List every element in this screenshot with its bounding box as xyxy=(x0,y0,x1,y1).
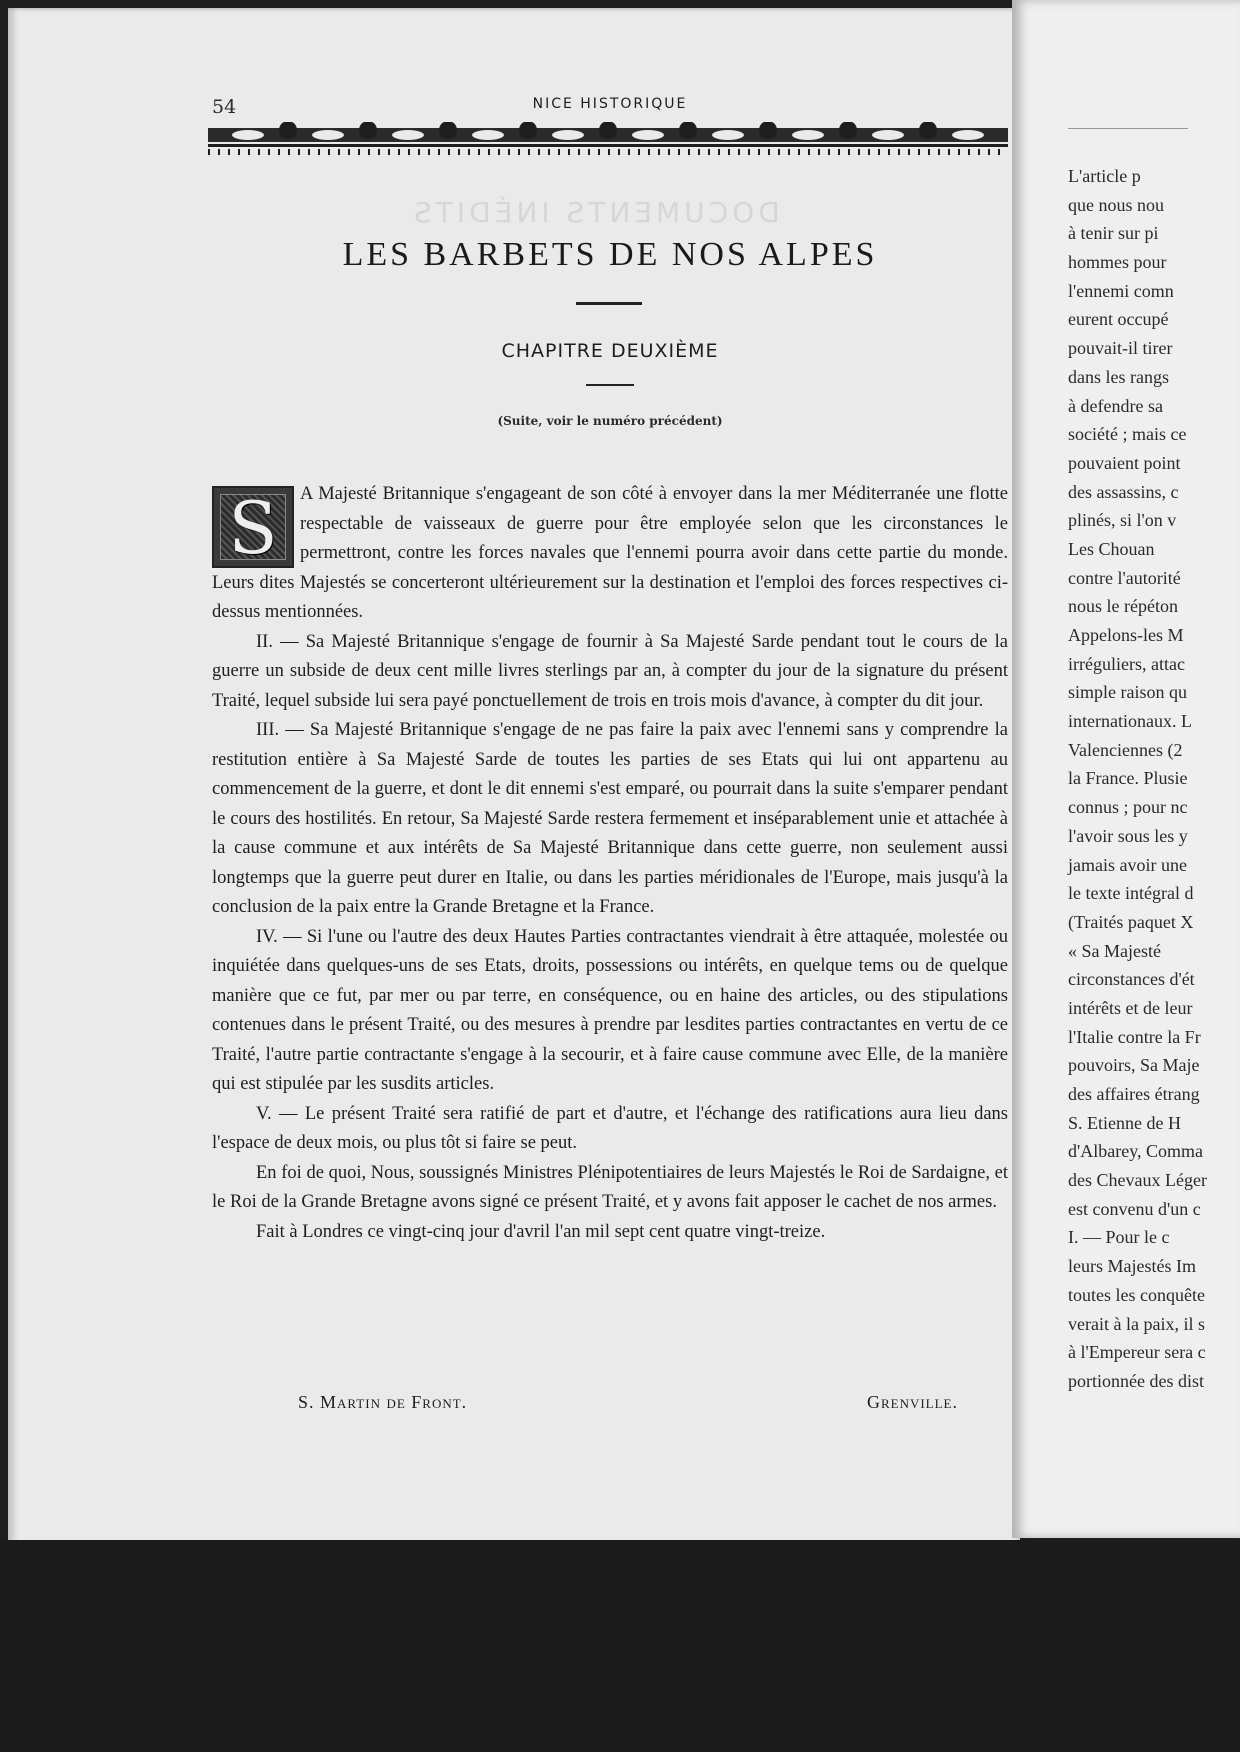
signatures xyxy=(212,1392,1008,1420)
paragraph-article-3: III. — Sa Majesté Britannique s'engage de ne pas faire la paix avec l'ennemi sans y comprendre la restitution entière à Sa Majesté Sarde de toutes les parties de ses Etats qui lui ont appartenu au commencement de la guerre, et dont le dit ennemi s'est emparé, ou pourrait dans la suite s'emparer pendant le cours des hostilités. En retour, Sa Majesté Sarde restera fermement et inséparablement unie et attachée à la cause commune et aux intérêts de Sa Majesté Britannique dans cette guerre, non seulement aussi longtemps que la guerre peut durer en Italie, ou dans les parties méridionales de l'Europe, mais jusqu'à la conclusion de la paix entre la Grande Bretagne et la France. xyxy=(212,720,1008,917)
right-page-line: S. Etienne de H xyxy=(1068,1112,1181,1133)
right-page-line: d'Albarey, Comma xyxy=(1068,1141,1204,1162)
right-page-line: Les Chouan xyxy=(1068,538,1155,559)
right-page-line: internationaux. L xyxy=(1068,711,1192,732)
right-page-line: le texte intégral d xyxy=(1068,883,1194,904)
page-number: 54 xyxy=(212,96,237,118)
right-page-line: l'avoir sous les y xyxy=(1068,825,1188,846)
paragraph-article-2: II. — Sa Majesté Britannique s'engage de fournir à Sa Majesté Sarde pendant tout le cours de la guerre un subside de deux cent mille livres sterlings par an, à compter du jour de la signature du présent Traité, lequel subside lui sera payé ponctuellement de trois en trois mois d'avance, à compter du dit jour. xyxy=(212,631,1008,711)
right-page-line: I. — Pour le c xyxy=(1068,1227,1170,1248)
right-page-line: contre l'autorité xyxy=(1068,567,1181,588)
right-page-line: des assassins, c xyxy=(1068,481,1179,502)
right-page-line: est convenu d'un c xyxy=(1068,1198,1201,1219)
right-page xyxy=(1012,0,1240,1538)
paragraph-1-text: A Majesté Britannique s'engageant de son côté à envoyer dans la mer Méditerranée une flotte respectable de vaisseaux de guerre pour être employée selon que les circonstances le permettront, contre les forces navales que l'ennemi pourra avoir dans cette partie du monde. Leurs dites Majestés se concerteront ultérieurement sur la destination et l'emploi des forces respectives ci-dessus mentionnées. xyxy=(212,484,1008,622)
right-page-line: que nous nou xyxy=(1068,194,1164,215)
continuation-note: (Suite, voir le numéro précédent) xyxy=(497,414,723,428)
right-page-line: (Traités paquet X xyxy=(1068,911,1194,932)
paragraph-en-foi: En foi de quoi, Nous, soussignés Ministres Plénipotentiaires de leurs Majestés le Roi de Sardaigne, et le Roi de la Grande Bretagne avons signé ce présent Traité, et y avons fait apposer le cachet de nos armes. xyxy=(212,1162,1008,1212)
right-page-line: plinés, si l'on v xyxy=(1068,510,1177,531)
right-page-line: à defendre sa xyxy=(1068,395,1163,416)
title-rule xyxy=(576,302,642,305)
right-page-rule xyxy=(1068,128,1188,129)
right-page-line: connus ; pour nc xyxy=(1068,797,1188,818)
right-page-line: hommes pour xyxy=(1068,252,1167,273)
right-page-line: simple raison qu xyxy=(1068,682,1187,703)
paragraph-1 xyxy=(212,480,1008,628)
right-page-line: pouvoirs, Sa Maje xyxy=(1068,1055,1200,1076)
right-page-line: portionnée des dist xyxy=(1068,1370,1204,1391)
right-page-line: « Sa Majesté xyxy=(1068,940,1161,961)
signature-martin-de-front: S. Martin de Front. xyxy=(298,1392,468,1412)
right-page-line: à l'Empereur sera c xyxy=(1068,1342,1206,1363)
right-page-line: pouvait-il tirer xyxy=(1068,338,1173,359)
running-title: NICE HISTORIQUE xyxy=(532,96,688,112)
paragraph-fait-a-londres: Fait à Londres ce vingt-cinq jour d'avril l'an mil sept cent quatre vingt-treize. xyxy=(256,1221,826,1242)
right-page-line: société ; mais ce xyxy=(1068,424,1187,445)
right-page-line: Appelons-les M xyxy=(1068,625,1184,645)
right-page-line: toutes les conquête xyxy=(1068,1284,1205,1305)
signature-grenville: Grenville. xyxy=(866,1392,958,1412)
page-header xyxy=(210,96,1010,120)
article-body xyxy=(212,480,1008,1247)
right-page-line: dans les rangs xyxy=(1068,366,1169,387)
right-page-line: à tenir sur pi xyxy=(1068,223,1159,244)
paragraph-article-4: IV. — Si l'une ou l'autre des deux Hautes Parties contractantes viendrait à être attaquée, molestée ou inquiétée dans quelques-uns de ses Etats, droits, possessions ou intérêts, en quelque tems ou de quelque manière que ce fut, par mer ou par terre, en conséquence, ou en haine des articles, ou des stipulations contenues dans le présent Traité, ou des mesures à prendre par lesdites parties contractantes en vertu de ce Traité, l'autre partie contractante s'engage à la secourir, et à faire cause commune avec Elle, de la manière qui est stipulée par les susdits articles. xyxy=(212,926,1008,1094)
bleed-through-text: DOCUMENTS INÉDITS xyxy=(410,196,780,229)
chapter-rule xyxy=(586,384,634,386)
right-page-line: leurs Majestés Im xyxy=(1068,1256,1196,1277)
right-page-line: l'Italie contre la Fr xyxy=(1068,1026,1201,1047)
right-page-line: verait à la paix, il s xyxy=(1068,1313,1205,1334)
scanner-background xyxy=(0,1540,1240,1752)
right-page-line: L'article p xyxy=(1068,166,1141,186)
right-page-line: eurent occupé xyxy=(1068,309,1169,330)
right-page-line: intérêts et de leur xyxy=(1068,997,1193,1018)
right-page-line: nous le répéton xyxy=(1068,596,1178,617)
right-page-line: des affaires étrang xyxy=(1068,1084,1200,1104)
right-page-line: l'ennemi comn xyxy=(1068,280,1174,301)
article-title: LES BARBETS DE NOS ALPES xyxy=(342,236,878,273)
paragraph-article-5: V. — Le présent Traité sera ratifié de part et d'autre, et l'échange des ratifications aura lieu dans l'espace de deux mois, ou plus tôt si faire se peut. xyxy=(212,1103,1008,1153)
right-page-line: des Chevaux Léger xyxy=(1068,1170,1207,1191)
right-page-line: pouvaient point xyxy=(1068,452,1181,473)
chapter-heading: CHAPITRE DEUXIÈME xyxy=(501,340,719,362)
right-page-line: la France. Plusie xyxy=(1068,768,1188,789)
right-page-line: jamais avoir une xyxy=(1068,854,1187,875)
dropcap-s: S xyxy=(212,486,294,568)
right-page-line: irréguliers, attac xyxy=(1068,653,1185,674)
right-page-text xyxy=(1068,162,1240,1396)
decorative-header-border xyxy=(208,122,1008,172)
right-page-line: Valenciennes (2 xyxy=(1068,739,1183,760)
right-page-line: circonstances d'ét xyxy=(1068,969,1195,990)
